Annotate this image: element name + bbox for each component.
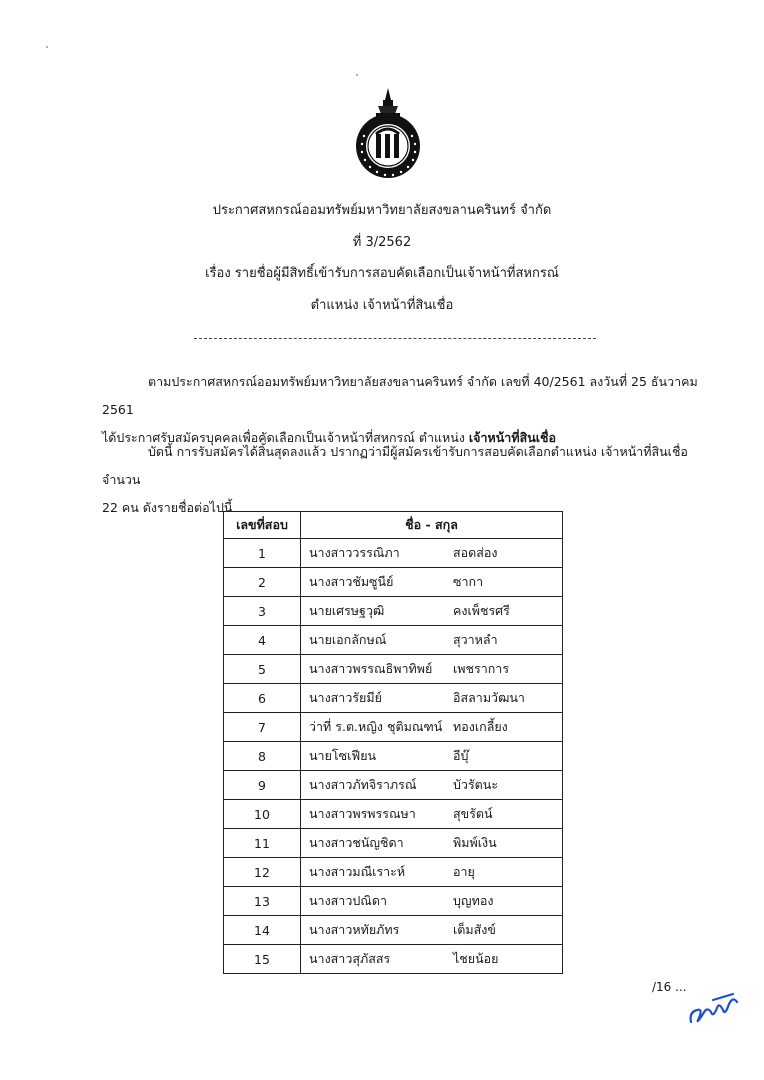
exam-number-cell: 14: [224, 916, 301, 945]
table-row: [224, 916, 563, 945]
full-name-cell: [301, 945, 563, 974]
first-name: นางสาวมณีเราะห์: [309, 864, 406, 879]
table-row: [224, 829, 563, 858]
first-name: นางสาวรัยมีย์: [309, 690, 382, 705]
table-row: [224, 742, 563, 771]
last-name: เพชราการ: [453, 661, 510, 676]
full-name-cell: [301, 771, 563, 800]
table-row: [224, 626, 563, 655]
first-name: นางสาวปณิดา: [309, 893, 388, 908]
first-name: นางสาวสุภัสสร: [309, 951, 391, 966]
table-row: [224, 655, 563, 684]
last-name: อายุ: [453, 864, 475, 879]
table-row: [224, 539, 563, 568]
full-name-cell: [301, 829, 563, 858]
announcement-subject: เรื่อง รายชื่อผู้มีสิทธิ์เข้ารับการสอบคัดเลือกเป็นเจ้าหน้าที่สหกรณ์: [205, 266, 559, 281]
scan-speck: [356, 74, 358, 76]
exam-number-cell: 10: [224, 800, 301, 829]
last-name: บุญทอง: [453, 893, 494, 908]
table-row: [224, 945, 563, 974]
scan-speck: [46, 46, 48, 48]
first-name: นางสาวพรพรรณษา: [309, 806, 416, 821]
full-name-cell: [301, 800, 563, 829]
continuation-marker: /16 ...: [652, 980, 687, 994]
first-name: ว่าที่ ร.ต.หญิง ชุติมณฑน์: [309, 719, 443, 734]
paragraph-2-line-1: บัดนี้ การรับสมัครได้สิ้นสุดลงแล้ว ปรากฏว่ามีผู้สมัครเข้ารับการสอบคัดเลือกตำแหน่ง เจ้าหน้าที่สินเชื่อ จำนวน: [102, 444, 688, 487]
exam-number-cell: 3: [224, 597, 301, 626]
exam-number-cell: 13: [224, 887, 301, 916]
full-name-cell: [301, 713, 563, 742]
paragraph-1-line-1: ตามประกาศสหกรณ์ออมทรัพย์มหาวิทยาลัยสงขลานครินทร์ จำกัด เลขที่ 40/2561 ลงวันที่ 25 ธันวาคม 2561: [102, 374, 698, 417]
full-name-cell: [301, 858, 563, 887]
last-name: เต็มสังข์: [453, 922, 496, 937]
exam-number-cell: 12: [224, 858, 301, 887]
table-row: [224, 887, 563, 916]
column-header-full-name: ชื่อ - สกุล: [301, 512, 563, 539]
last-name: ไชยน้อย: [453, 951, 499, 966]
first-name: นางสาวชัมซูนีย์: [309, 574, 394, 589]
first-name: นายเอกลักษณ์: [309, 632, 387, 647]
table-row: [224, 568, 563, 597]
exam-number-cell: 11: [224, 829, 301, 858]
first-name: นายเศรษฐวุฒิ: [309, 603, 385, 618]
table-row: [224, 597, 563, 626]
org-title: ประกาศสหกรณ์ออมทรัพย์มหาวิทยาลัยสงขลานครินทร์ จำกัด: [212, 203, 552, 218]
full-name-cell: [301, 684, 563, 713]
table-header-row: [224, 512, 563, 539]
last-name: คงเพ็ชรศรี: [453, 603, 510, 618]
first-name: นางสาวหทัยภัทร: [309, 922, 400, 937]
full-name-cell: [301, 626, 563, 655]
full-name-cell: [301, 742, 563, 771]
last-name: ซากา: [453, 574, 484, 589]
full-name-cell: [301, 539, 563, 568]
exam-number-cell: 8: [224, 742, 301, 771]
last-name: อีบุ๊: [453, 748, 469, 763]
announcement-position: ตำแหน่ง เจ้าหน้าที่สินเชื่อ: [310, 298, 454, 313]
first-name: นายโซเฟียน: [309, 748, 377, 763]
exam-number-cell: 4: [224, 626, 301, 655]
last-name: ทองเกลี้ยง: [453, 719, 508, 734]
table-row: [224, 684, 563, 713]
last-name: สอดส่อง: [453, 545, 498, 560]
first-name: นางสาววรรณิภา: [309, 545, 400, 560]
paragraph-1-line-2: ได้ประกาศรับสมัครบุคคลเพื่อคัดเลือกเป็นเจ้าหน้าที่สหกรณ์ ตำแหน่ง: [102, 430, 469, 445]
full-name-cell: [301, 916, 563, 945]
exam-number-cell: 7: [224, 713, 301, 742]
paragraph-2-line-2: 22 คน ดังรายชื่อต่อไปนี้: [102, 500, 233, 515]
candidate-table: [223, 511, 563, 974]
last-name: พิมพ์เงิน: [453, 835, 497, 850]
last-name: บัวรัตนะ: [453, 777, 499, 792]
exam-number-cell: 15: [224, 945, 301, 974]
paragraph-2: [102, 438, 702, 522]
table-row: [224, 713, 563, 742]
full-name-cell: [301, 655, 563, 684]
column-header-exam-number: เลขที่สอบ: [224, 512, 301, 539]
announcement-number: ที่ 3/2562: [352, 235, 412, 250]
cooperative-logo: [352, 86, 424, 182]
last-name: สุขรัตน์: [453, 806, 493, 821]
first-name: นางสาวพรรณธิพาทิพย์: [309, 661, 433, 676]
last-name: อิสลามวัฒนา: [453, 690, 525, 705]
full-name-cell: [301, 597, 563, 626]
exam-number-cell: 5: [224, 655, 301, 684]
header-divider: [194, 338, 596, 339]
first-name: นางสาวชนัญชิดา: [309, 835, 404, 850]
last-name: สุวาหลำ: [453, 632, 498, 647]
exam-number-cell: 2: [224, 568, 301, 597]
table-row: [224, 858, 563, 887]
exam-number-cell: 9: [224, 771, 301, 800]
paragraph-1-position-bold: เจ้าหน้าที่สินเชื่อ: [468, 430, 557, 445]
first-name: นางสาวภัทจิราภรณ์: [309, 777, 417, 792]
exam-number-cell: 6: [224, 684, 301, 713]
table-row: [224, 800, 563, 829]
initials-signature: [683, 988, 743, 1028]
table-row: [224, 771, 563, 800]
full-name-cell: [301, 568, 563, 597]
full-name-cell: [301, 887, 563, 916]
exam-number-cell: 1: [224, 539, 301, 568]
